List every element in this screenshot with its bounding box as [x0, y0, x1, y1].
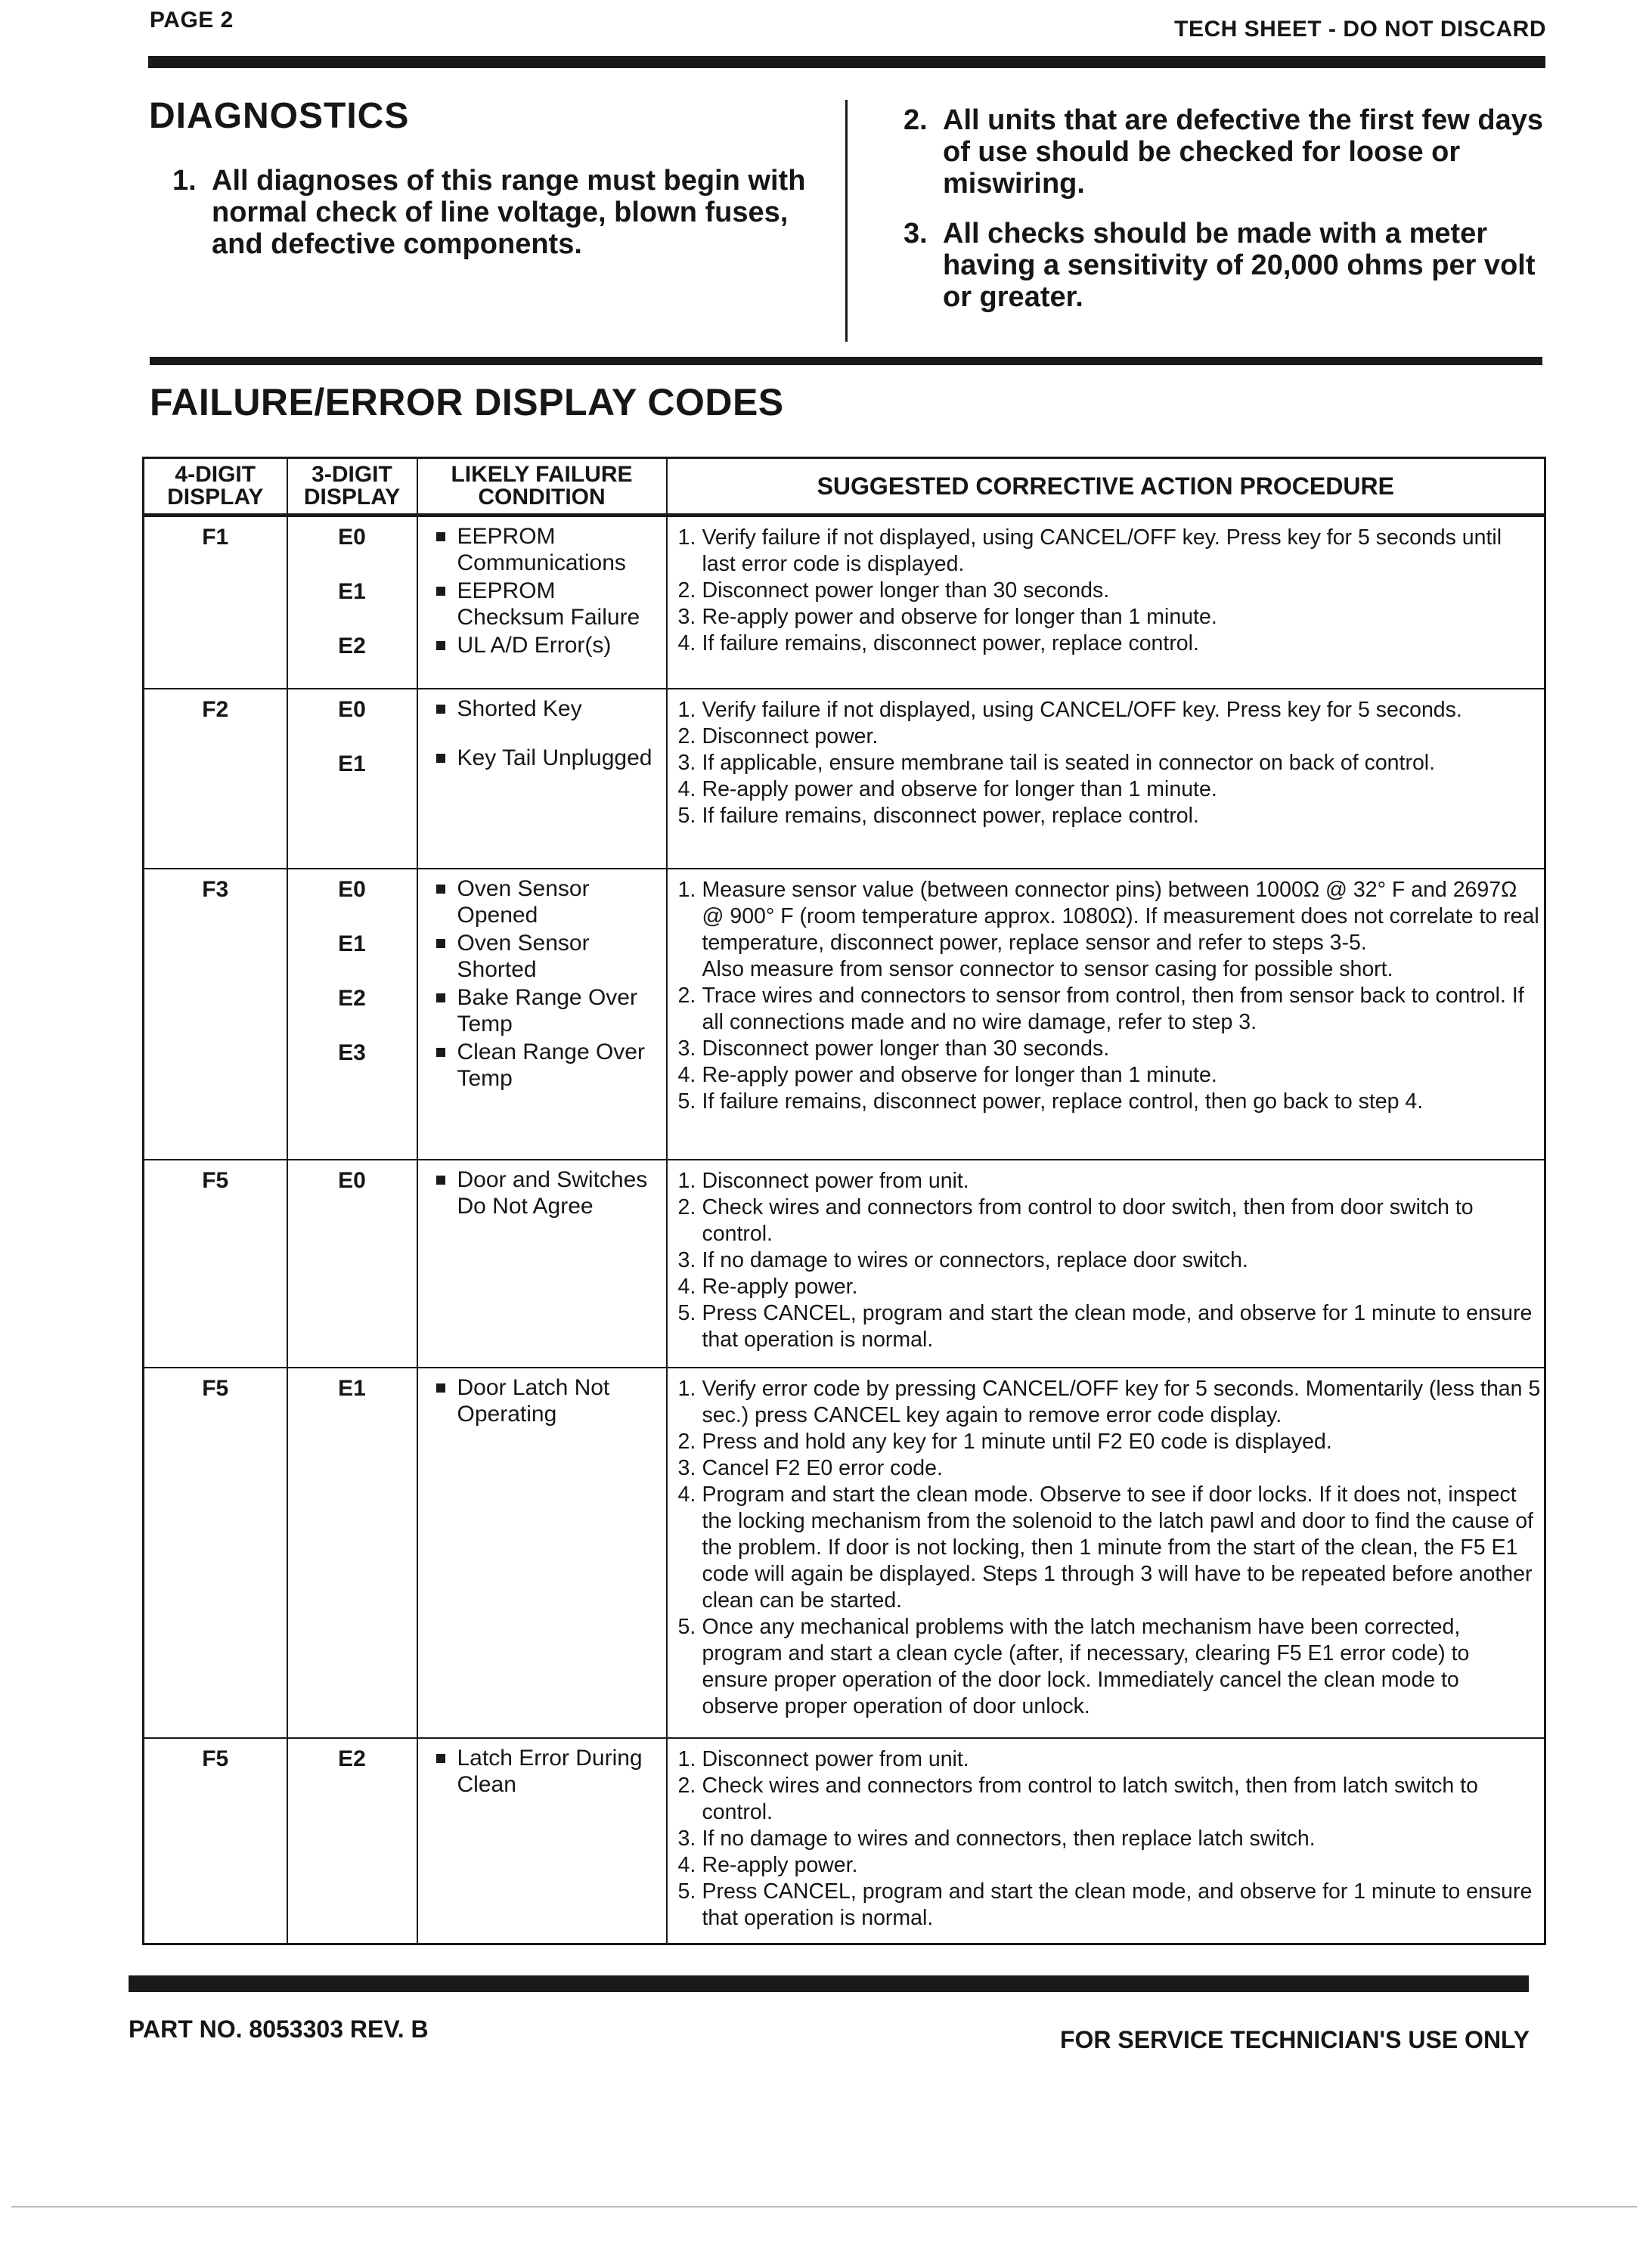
three-digit-code: E0: [338, 1168, 366, 1193]
condition-item: EEPROM Checksum Failure: [430, 578, 662, 631]
step-number: 2.: [677, 724, 696, 748]
three-digit-code: E2: [338, 1746, 366, 1771]
step-text: Press CANCEL, program and start the clean mode, and observe for 1 minute to ensure that operation is normal.: [702, 1879, 1533, 1930]
column-divider: [845, 100, 848, 342]
three-digit-codes: [287, 869, 417, 1160]
step-text: If no damage to wires and connectors, then replace latch switch.: [702, 1826, 1316, 1851]
step-text: Once any mechanical problems with the latch mechanism have been corrected, program and start a clean cycle (after, if necessary, clearing F5 E1 error code) to ensure proper operation of the door lock. Immediately cancel the clean mode to observe proper operation of door unlock.: [702, 1615, 1470, 1718]
step-text: If failure remains, disconnect power, replace control.: [702, 804, 1199, 828]
step-text: Verify error code by pressing CANCEL/OFF key for 5 seconds. Momentarily (less than 5 sec.) press CANCEL key again to remove error code display.: [702, 1377, 1541, 1427]
item-line: of use should be checked for loose or: [943, 136, 1461, 168]
action-step: [678, 983, 1542, 1036]
step-text: Re-apply power.: [702, 1853, 858, 1877]
corrective-actions: [667, 1368, 1545, 1738]
item-line: having a sensitivity of 20,000 ohms per volt: [943, 249, 1536, 281]
part-number: PART NO. 8053303 REV. B: [129, 2015, 429, 2043]
step-text: Measure sensor value (between connector pins) between 1000Ω @ 32° F and 2697Ω @ 900° F (room temperature approx. 1080Ω). If measurement does not correlate to real temperature, disconnect power, replace sensor and refer to steps 3-5.: [702, 878, 1539, 955]
section-rule: [150, 357, 1542, 365]
action-step: [678, 1247, 1542, 1274]
four-digit-code: F5: [144, 1368, 287, 1738]
step-text: Disconnect power from unit.: [702, 1169, 969, 1193]
column-header-condition: [417, 458, 667, 516]
four-digit-code: F1: [144, 516, 287, 689]
item-line: All diagnoses of this range must begin with: [212, 165, 806, 197]
action-step: [678, 803, 1542, 829]
step-number: 1.: [677, 698, 696, 722]
step-number: 5.: [677, 804, 696, 828]
step-number: 2.: [677, 1195, 696, 1219]
condition-item: Latch Error During Clean: [430, 1745, 662, 1798]
step-number: 3.: [677, 605, 696, 629]
three-digit-codes: [287, 689, 417, 869]
three-digit-code: E0: [338, 525, 366, 550]
step-text: If failure remains, disconnect power, replace control, then go back to step 4.: [702, 1089, 1424, 1114]
action-step: [678, 1429, 1542, 1455]
condition-item: Oven Sensor Shorted: [430, 930, 662, 983]
step-number: 3.: [677, 1036, 696, 1061]
action-step: [678, 697, 1542, 723]
action-step: [678, 1089, 1542, 1115]
action-step: [678, 1168, 1542, 1194]
step-number: 1.: [677, 878, 696, 902]
step-number: 3.: [677, 1456, 696, 1480]
corrective-actions: [667, 516, 1545, 689]
diagnostics-title: DIAGNOSTICS: [149, 96, 410, 136]
action-step: [678, 1482, 1542, 1614]
step-number: 5.: [677, 1301, 696, 1325]
step-text: Program and start the clean mode. Observe to see if door locks. If it does not, inspect the locking mechanism from the solenoid to the latch pawl and door to find the cause of the problem. If door is not locking, then 1 minute from the start of the clean, the F5 E1 code will again be displayed. Steps 1 through 3 will have to be repeated before another clean can be started.: [702, 1483, 1533, 1613]
step-text: Re-apply power and observe for longer than 1 minute.: [702, 777, 1217, 801]
three-digit-code: E1: [338, 931, 366, 956]
step-text: Verify failure if not displayed, using CANCEL/OFF key. Press key for 5 seconds until last error code is displayed.: [702, 525, 1502, 576]
step-number: 4.: [677, 1063, 696, 1087]
three-digit-codes: [287, 1368, 417, 1738]
action-step: [678, 525, 1542, 578]
step-text: Re-apply power and observe for longer than 1 minute.: [702, 1063, 1217, 1087]
condition-item: Shorted Key: [430, 696, 662, 722]
step-text: Disconnect power from unit.: [702, 1747, 969, 1771]
page-edge-line: [11, 2206, 1637, 2208]
step-text: Check wires and connectors from control to latch switch, then from latch switch to control.: [702, 1774, 1478, 1824]
action-step: [678, 1455, 1542, 1482]
step-number: 5.: [677, 1879, 696, 1904]
corrective-actions: [667, 869, 1545, 1160]
three-digit-code: E2: [338, 634, 366, 658]
table-row: [144, 516, 1545, 689]
action-step: [678, 631, 1542, 657]
condition-item: Oven Sensor Opened: [430, 875, 662, 928]
table-row: [144, 869, 1545, 1160]
action-step: [678, 1274, 1542, 1300]
four-digit-code: F5: [144, 1160, 287, 1368]
step-text: Re-apply power and observe for longer than 1 minute.: [702, 605, 1217, 629]
step-number: 5.: [677, 1089, 696, 1114]
step-number: 1.: [677, 1169, 696, 1193]
step-number: 3.: [677, 751, 696, 775]
item-line: or greater.: [943, 281, 1083, 313]
three-digit-code: E1: [338, 579, 366, 604]
action-step: [678, 604, 1542, 631]
header-line: LIKELY FAILURE: [451, 462, 633, 487]
step-number: 4.: [677, 1275, 696, 1299]
condition-item: EEPROM Communications: [430, 523, 662, 576]
action-step: [678, 1376, 1542, 1429]
header-rule: [148, 56, 1545, 68]
table-header-row: [144, 458, 1545, 516]
action-step: [678, 1879, 1542, 1932]
three-digit-code: E0: [338, 697, 366, 722]
failure-conditions: [417, 1738, 667, 1944]
step-number: 4.: [677, 777, 696, 801]
action-step: [678, 1194, 1542, 1247]
step-text: Disconnect power.: [702, 724, 879, 748]
three-digit-codes: [287, 1738, 417, 1944]
column-header-3-digit: [287, 458, 417, 516]
step-number: 4.: [677, 1853, 696, 1877]
step-text: Cancel F2 E0 error code.: [702, 1456, 943, 1480]
three-digit-code: E1: [338, 1376, 366, 1401]
step-text: Check wires and connectors from control to door switch, then from door switch to control.: [702, 1195, 1474, 1246]
condition-item: Bake Range Over Temp: [430, 984, 662, 1037]
step-text: Disconnect power longer than 30 seconds.: [702, 1036, 1110, 1061]
table-row: [144, 1738, 1545, 1944]
three-digit-codes: [287, 1160, 417, 1368]
step-text: Re-apply power.: [702, 1275, 858, 1299]
four-digit-code: F3: [144, 869, 287, 1160]
failure-conditions: [417, 1368, 667, 1738]
corrective-actions: [667, 1160, 1545, 1368]
failure-conditions: [417, 689, 667, 869]
item-line: normal check of line voltage, blown fuses,: [212, 197, 789, 228]
action-step: [678, 1062, 1542, 1089]
item-line: All checks should be made with a meter: [943, 218, 1488, 249]
column-header-4-digit: [144, 458, 287, 516]
step-text: Press CANCEL, program and start the clean mode, and observe for 1 minute to ensure that operation is normal.: [702, 1301, 1533, 1352]
four-digit-code: F2: [144, 689, 287, 869]
header-line: CONDITION: [478, 485, 606, 510]
action-step: [678, 723, 1542, 750]
action-step: [678, 1614, 1542, 1720]
condition-item: Clean Range Over Temp: [430, 1039, 662, 1092]
condition-item: Door Latch Not Operating: [430, 1374, 662, 1427]
action-step: [678, 1852, 1542, 1879]
item-line: miswiring.: [943, 168, 1085, 200]
header-line: DISPLAY: [303, 485, 401, 510]
column-header-action: SUGGESTED CORRECTIVE ACTION PROCEDURE: [667, 458, 1545, 516]
item-number: 1.: [172, 165, 197, 197]
condition-item: UL A/D Error(s): [430, 632, 662, 658]
table-row: [144, 1368, 1545, 1738]
action-step: [678, 1826, 1542, 1852]
step-number: 3.: [677, 1248, 696, 1272]
step-number: 2.: [677, 578, 696, 603]
step-number: 3.: [677, 1826, 696, 1851]
three-digit-code: E3: [338, 1040, 366, 1065]
item-number: 3.: [904, 218, 928, 249]
failure-codes-table: [142, 457, 1546, 1945]
three-digit-code: E2: [338, 986, 366, 1011]
step-number: 4.: [677, 631, 696, 655]
step-text: If no damage to wires or connectors, replace door switch.: [702, 1248, 1248, 1272]
header-line: 3-DIGIT: [312, 462, 392, 487]
step-number: 4.: [677, 1483, 696, 1507]
header-line: DISPLAY: [167, 485, 264, 510]
corrective-actions: [667, 1738, 1545, 1944]
footer-note: FOR SERVICE TECHNICIAN'S USE ONLY: [1059, 2026, 1530, 2053]
step-number: 1.: [677, 1747, 696, 1771]
three-digit-code: E0: [338, 877, 366, 902]
four-digit-code: F5: [144, 1738, 287, 1944]
step-text: Verify failure if not displayed, using CANCEL/OFF key. Press key for 5 seconds.: [702, 698, 1462, 722]
three-digit-codes: [287, 516, 417, 689]
step-number: 5.: [677, 1615, 696, 1639]
three-digit-code: E1: [338, 751, 366, 776]
failure-conditions: [417, 516, 667, 689]
step-number: 2.: [677, 984, 696, 1008]
action-step: [678, 776, 1542, 803]
failure-conditions: [417, 869, 667, 1160]
action-step: [678, 1773, 1542, 1826]
condition-item: Key Tail Unplugged: [430, 745, 662, 771]
step-text: If failure remains, disconnect power, replace control.: [702, 631, 1199, 655]
table-row: [144, 1160, 1545, 1368]
step-text: Trace wires and connectors to sensor from control, then from sensor back to control. If all connections made and no wire damage, refer to step 3.: [702, 984, 1524, 1034]
step-number: 1.: [677, 525, 696, 550]
item-number: 2.: [904, 104, 928, 136]
action-step: [678, 1036, 1542, 1062]
item-line: and defective components.: [212, 228, 582, 260]
sheet-label: TECH SHEET - DO NOT DISCARD: [1174, 17, 1546, 42]
step-text: Press and hold any key for 1 minute until F2 E0 code is displayed.: [702, 1430, 1332, 1454]
action-step: [678, 750, 1542, 776]
step-number: 1.: [677, 1377, 696, 1401]
failure-codes-title: FAILURE/ERROR DISPLAY CODES: [150, 381, 784, 423]
action-step: [678, 1746, 1542, 1773]
table-row: [144, 689, 1545, 869]
condition-item: Door and Switches Do Not Agree: [430, 1167, 662, 1219]
corrective-actions: [667, 689, 1545, 869]
step-text: Disconnect power longer than 30 seconds.: [702, 578, 1110, 603]
action-step: [678, 578, 1542, 604]
footer-rule: [129, 1975, 1529, 1992]
page-label: PAGE 2: [150, 8, 234, 33]
item-line: All units that are defective the first few days: [943, 104, 1543, 136]
step-number: 2.: [677, 1430, 696, 1454]
failure-conditions: [417, 1160, 667, 1368]
action-step: [678, 1300, 1542, 1353]
action-step: [678, 877, 1542, 983]
step-text: If applicable, ensure membrane tail is seated in connector on back of control.: [702, 751, 1436, 775]
step-note: Also measure from sensor connector to sensor casing for possible short.: [702, 957, 1393, 981]
header-line: 4-DIGIT: [175, 462, 256, 487]
step-number: 2.: [677, 1774, 696, 1798]
